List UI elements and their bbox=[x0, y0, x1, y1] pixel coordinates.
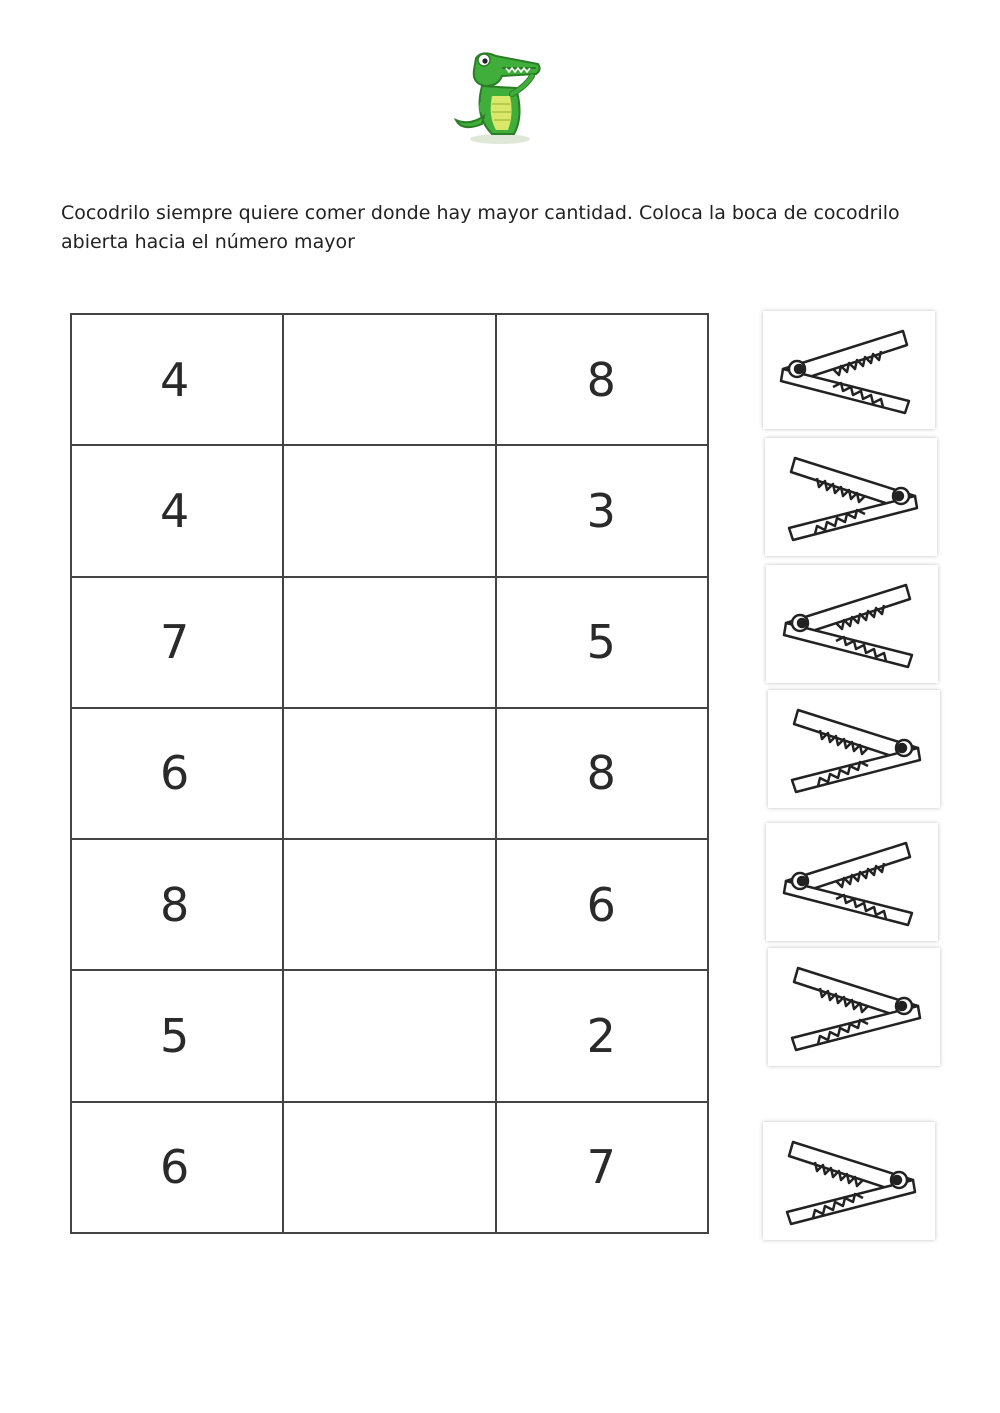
right-number: 3 bbox=[496, 445, 708, 576]
table-row bbox=[71, 708, 708, 839]
croc-card[interactable] bbox=[768, 690, 940, 808]
instructions-text: Cocodrilo siempre quiere comer donde hay mayor cantidad. Coloca la boca de cocodrilo abierta hacia el número mayor bbox=[61, 202, 900, 253]
right-number: 7 bbox=[496, 1102, 708, 1233]
drop-slot[interactable] bbox=[283, 314, 495, 445]
drop-slot[interactable] bbox=[283, 839, 495, 970]
left-number: 7 bbox=[71, 577, 283, 708]
comparison-grid bbox=[70, 313, 709, 1234]
left-number: 4 bbox=[71, 314, 283, 445]
croc-card[interactable] bbox=[766, 565, 938, 683]
crocodile-mouth-open-right-icon bbox=[777, 325, 919, 415]
drop-slot[interactable] bbox=[283, 577, 495, 708]
crocodile-mouth-open-left-icon bbox=[782, 704, 924, 794]
crocodile-mouth-open-right-icon bbox=[780, 837, 922, 927]
left-number: 4 bbox=[71, 445, 283, 576]
crocodile-mouth-open-left-icon bbox=[777, 1136, 919, 1226]
croc-card[interactable] bbox=[765, 438, 937, 556]
table-row bbox=[71, 839, 708, 970]
left-number: 6 bbox=[71, 708, 283, 839]
drop-slot[interactable] bbox=[283, 970, 495, 1101]
right-number: 2 bbox=[496, 970, 708, 1101]
crocodile-mascot-icon bbox=[452, 46, 548, 146]
left-number: 5 bbox=[71, 970, 283, 1101]
table-row bbox=[71, 970, 708, 1101]
right-number: 8 bbox=[496, 708, 708, 839]
crocodile-mouth-open-left-icon bbox=[782, 962, 924, 1052]
croc-card[interactable] bbox=[763, 1122, 935, 1240]
table-row bbox=[71, 314, 708, 445]
croc-card[interactable] bbox=[768, 948, 940, 1066]
table-row bbox=[71, 577, 708, 708]
drop-slot[interactable] bbox=[283, 708, 495, 839]
right-number: 5 bbox=[496, 577, 708, 708]
left-number: 6 bbox=[71, 1102, 283, 1233]
left-number: 8 bbox=[71, 839, 283, 970]
table-row bbox=[71, 445, 708, 576]
crocodile-mouth-open-left-icon bbox=[779, 452, 921, 542]
table-row bbox=[71, 1102, 708, 1233]
drop-slot[interactable] bbox=[283, 445, 495, 576]
right-number: 8 bbox=[496, 314, 708, 445]
drop-slot[interactable] bbox=[283, 1102, 495, 1233]
croc-card[interactable] bbox=[766, 823, 938, 941]
croc-card[interactable] bbox=[763, 311, 935, 429]
crocodile-mouth-open-right-icon bbox=[780, 579, 922, 669]
right-number: 6 bbox=[496, 839, 708, 970]
